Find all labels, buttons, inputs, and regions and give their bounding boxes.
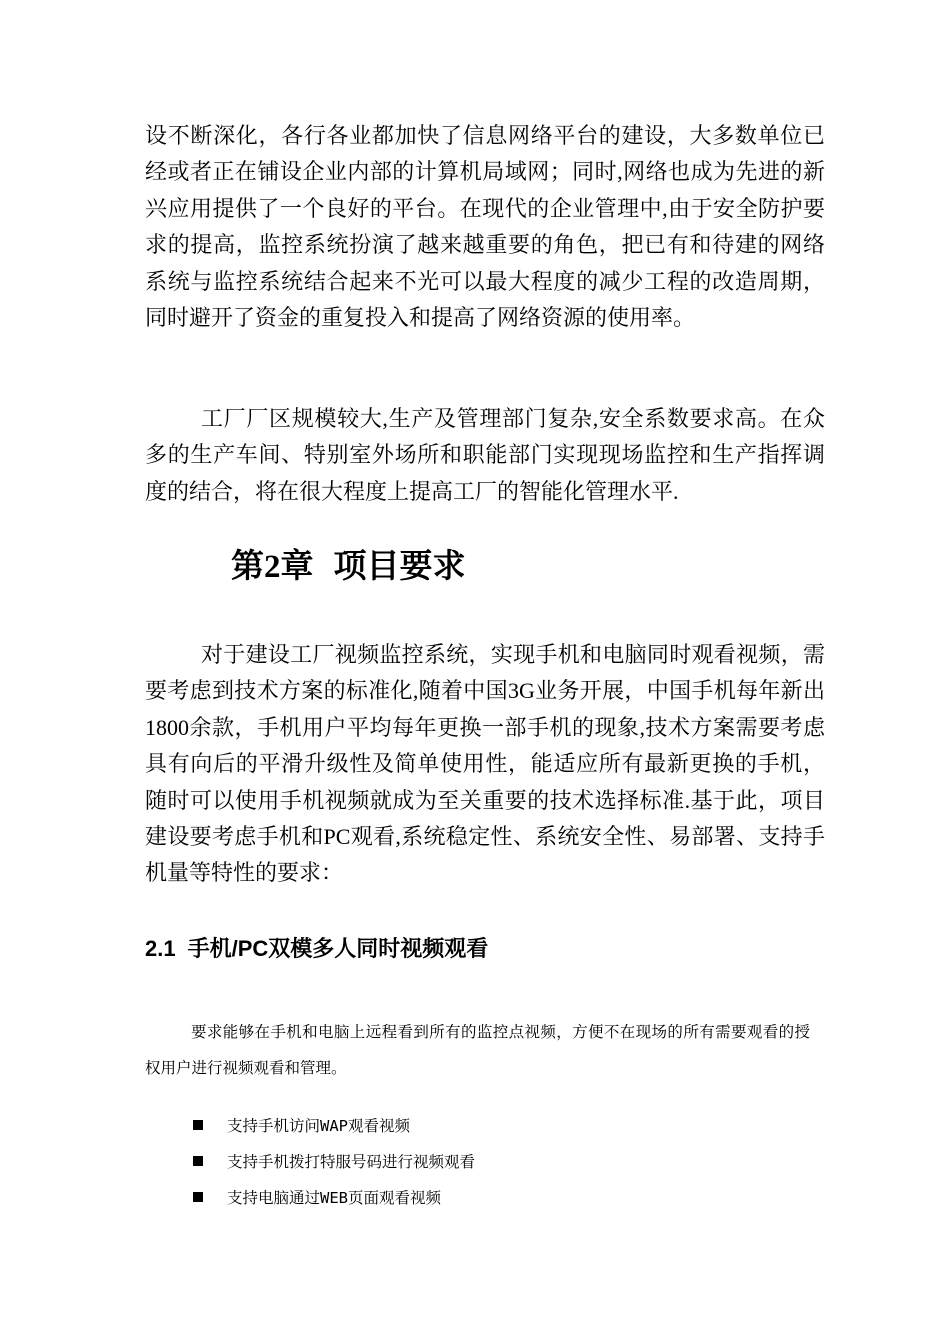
list-item-text: 支持电脑通过WEB页面观看视频 <box>227 1189 441 1207</box>
list-item <box>193 1143 475 1179</box>
list-item <box>193 1107 475 1143</box>
feature-list <box>193 1107 475 1215</box>
list-item-text: 支持手机访问WAP观看视频 <box>227 1117 410 1135</box>
list-item-text: 支持手机拨打特服号码进行视频观看 <box>227 1153 476 1171</box>
intro-paragraph: 设不断深化，各行各业都加快了信息网络平台的建设，大多数单位已经或者正在铺设企业内部的计算机局域网；同时,网络也成为先进的新兴应用提供了一个良好的平台。在现代的企业管理中,由于安全防护要求的提高，监控系统扮演了越来越重要的角色，把已有和待建的网络系统与监控系统结合起来不光可以最大程度的减少工程的改造周期，同时避开了资金的重复投入和提高了网络资源的使用率。 <box>145 123 825 331</box>
chapter-number: 第2章 <box>231 549 314 585</box>
chapter-heading <box>231 543 466 591</box>
factory-paragraph: 工厂厂区规模较大,生产及管理部门复杂,安全系数要求高。在众多的生产车间、特别室外场所和职能部门实现现场监控和生产指挥调度的结合，将在很大程度上提高工厂的智能化管理水平. <box>145 406 825 504</box>
section-description: 要求能够在手机和电脑上远程看到所有的监控点视频，方便不在现场的所有需要观看的授权用户进行视频观看和管理。 <box>145 1023 810 1077</box>
requirements-paragraph: 对于建设工厂视频监控系统，实现手机和电脑同时观看视频，需要考虑到技术方案的标准化,随着中国3G业务开展，中国手机每年新出1800余款，手机用户平均每年更换一部手机的现象,技术方案需要考虑具有向后的平滑升级性及简单使用性，能适应所有最新更换的手机，随时可以使用手机视频就成为至关重要的技术选择标准.基于此，项目建设要考虑手机和PC观看,系统稳定性、系统安全性、易部署、支持手机量等特性的要求： <box>145 642 825 886</box>
chapter-title: 项目要求 <box>333 549 466 585</box>
section-title: 手机/PC双模多人同时视频观看 <box>187 936 489 961</box>
square-bullet-icon <box>193 1120 203 1130</box>
square-bullet-icon <box>193 1192 203 1202</box>
square-bullet-icon <box>193 1156 203 1166</box>
list-item <box>193 1179 475 1215</box>
section-number: 2.1 <box>145 936 176 961</box>
section-heading <box>145 931 488 967</box>
